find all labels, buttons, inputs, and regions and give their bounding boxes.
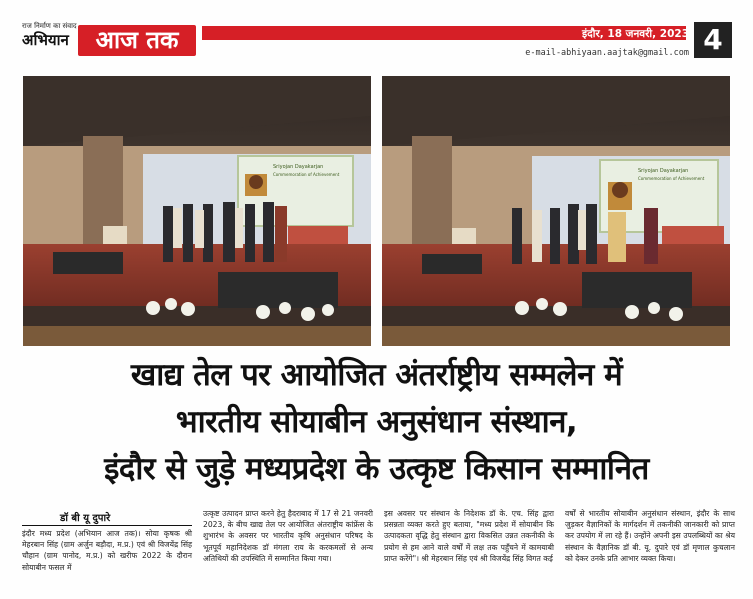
award-ceremony-image (382, 76, 730, 346)
article-column-3: इस अवसर पर संस्थान के निदेशक डॉ के. एच. सिंह द्वारा प्रसन्नता व्यक्त करते हुए बताया, "मध्य प्रदेश में सोयाबीन कि उत्पादकता वृद्धि हेतु संस्थान द्वारा विकसित उन्नत तकनीकी के प्रयोग से हम आने वाले वर्षों में लक्ष तक पहुँचने में कामयाबी प्राप्त करेंगे"। श्री मेहरबान सिंह एवं श्री विजयेंद्र सिंह विगत कई (384, 509, 554, 563)
issue-date: इंदौर, 18 जनवरी, 2023 (582, 28, 689, 40)
article-column-2: उत्कृष्ट उत्पादन प्राप्त करने हेतु हैदराबाद में 17 से 21 जनवरी 2023, के बीच खाद्य तेल पर आयोजित अंतराष्ट्रीय कांफ्रेंस के शुभारंभ के अवसर पर भारतीय कृषि अनुसंधान परिषद के भूतपूर्व महानिदेशक डॉ मंगला राय के करकमलों से अन्य अतिथियों की उपस्थिति में सम्मानित किया गया। (203, 509, 373, 563)
event-photo-right (382, 76, 730, 346)
headline (20, 352, 733, 493)
byline-divider (22, 525, 192, 526)
screen-title-left: Sriyojan Dayakarjan (273, 164, 324, 170)
screen-title-right: Sriyojan Dayakarjan (638, 168, 689, 174)
headline-line-2: भारतीय सोयाबीन अनुसंधान संस्थान, (175, 404, 578, 440)
byline: डॉ बी यू दुपारे (60, 513, 111, 524)
screen-subtitle-left: Commemoration of Achievement (273, 172, 340, 177)
headline-line-1: खाद्य तेल पर आयोजित अंतर्राष्ट्रीय सम्मलेन में (130, 357, 623, 393)
newspaper-logo-small (22, 22, 78, 56)
article-column-1: इंदौर मध्य प्रदेश (अभियान आज तक)। सोया कृषक श्री मेहरबान सिंह (ग्राम अर्जुन बड़ौदा, म.प्र.) एवं श्री विजयेंद्र सिंह चौहान (ग्राम पानोद, म.प्र.) को खरीफ 2022 के दौरान सोयाबीन फसल में (22, 529, 192, 572)
event-photo-left (23, 76, 371, 346)
headline-line-3: इंदौर से जुड़े मध्यप्रदेश के उत्कृष्ट किसान सम्मानित (104, 451, 649, 487)
contact-email: e-mail-abhiyaan.aajtak@gmail.com (525, 48, 689, 58)
logo-tagline: राज निर्माण का संवाद (22, 22, 77, 30)
logo-name: अभियान (22, 31, 69, 49)
screen-subtitle-right: Commemoration of Achievement (638, 176, 705, 181)
article-column-4: वर्षों से भारतीय सोयाबीन अनुसंधान संस्थान, इंदौर के साथ जुड़कर वैज्ञानिकों के मार्गदर्शन में तकनीकी जानकारी को प्राप्त कर उपयोग में ला रहे हैं। उन्होंने अपनी इस उपलब्धियों का श्रेय संस्थान के वैज्ञानिक डॉ बी. यू. दुपारे एवं डॉ मृणाल कुचलान को देकर उनके प्रति आभार व्यक्त किया। (565, 509, 735, 563)
award-ceremony-image (23, 76, 371, 346)
page-number: 4 (694, 22, 732, 58)
masthead (22, 22, 733, 62)
newspaper-logo-main: आज तक (78, 25, 196, 56)
